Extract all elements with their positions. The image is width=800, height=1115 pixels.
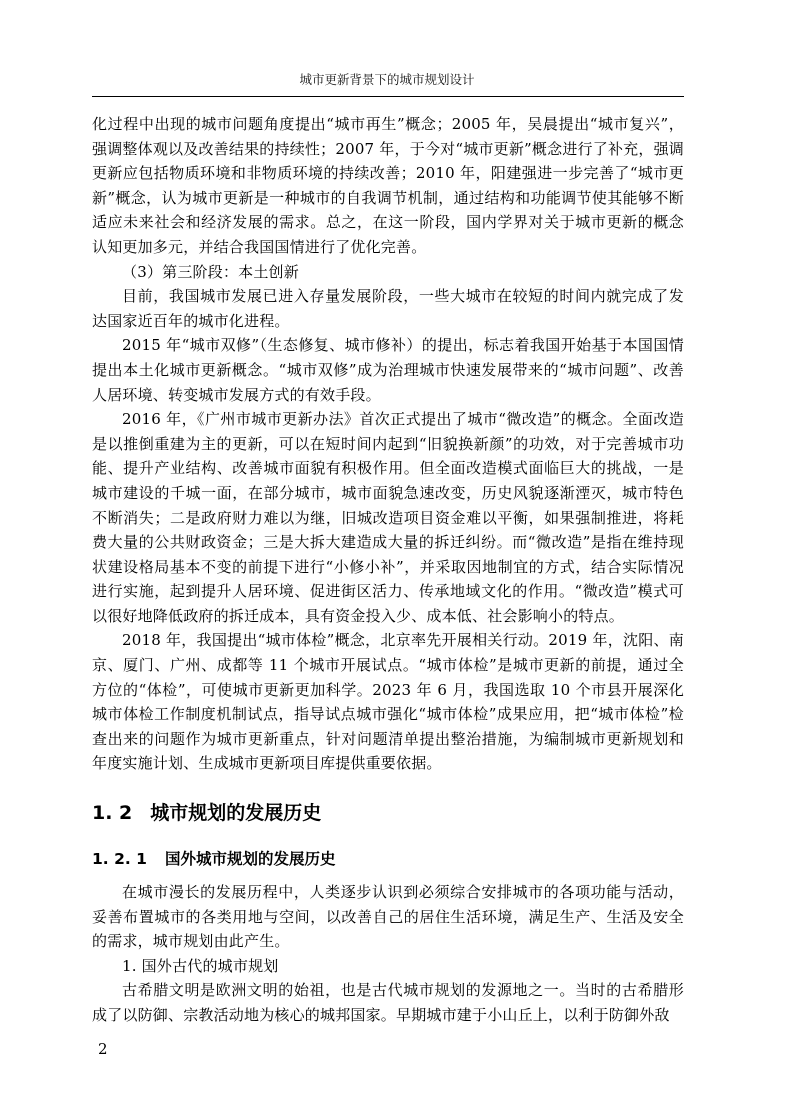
paragraph: 化过程中出现的城市问题角度提出“城市再生”概念；2005 年，吴晨提出“城市复兴”，强调整体观以及改善结果的持续性；2007 年，于今对“城市更新”概念进行了补充，强调更新应包括物质环境和非物质环境的持续改善；2010 年，阳建强进一步完善了“城市更新”概念，认为城市更新是一种城市的自我调节机制，通过结构和功能调节使其能够不断适应未来社会和经济发展的需求。总之，在这一阶段，国内学界对关于城市更新的概念认知更加多元，并结合我国国情进行了优化完善。 [92,115,684,256]
paragraph: 目前，我国城市发展已进入存量发展阶段，一些大城市在较短的时间内就完成了发达国家近百年的城市化进程。 [92,287,684,330]
header-rule [92,96,684,97]
paragraph: 2018 年，我国提出“城市体检”概念，北京率先开展相关行动。2019 年，沈阳、南京、厦门、广州、成都等 11 个城市开展试点。“城市体检”是城市更新的前提，通过全方位的“体检”，可使城市更新更加科学。2023 年 6 月，我国选取 10 个市县开展深化城市体检工作制度机制试点，指导试点城市强化“城市体检”成果应用，把“城市体检”检查出来的问题作为城市更新重点，针对问题清单提出整治措施，为编制城市更新规划和年度实施计划、生成城市更新项目库提供重要依据。 [92,631,684,773]
page-body [92,112,684,1028]
subsection-heading [92,844,684,874]
section-number: 1. 2 [92,802,133,825]
section-title: 城市规划的发展历史 [150,802,322,825]
subsection-title: 国外城市规划的发展历史 [164,850,336,869]
paragraph: 古希腊文明是欧洲文明的始祖，也是古代城市规划的发源地之一。当时的古希腊形成了以防御、宗教活动地为核心的城邦国家。早期城市建于小山丘上，以利于防御外敌 [92,981,684,1024]
list-heading: 1. 国外古代的城市规划 [122,956,279,975]
running-header: 城市更新背景下的城市规划设计 [299,72,475,87]
paragraph: 2016 年，《广州市城市更新办法》首次正式提出了城市“微改造”的概念。全面改造是以推倒重建为主的更新，可以在短时间内起到“旧貌换新颜”的功效，对于完善城市功能、提升产业结构、改善城市面貌有积极作用。但全面改造模式面临巨大的挑战，一是城市建设的千城一面，在部分城市，城市面貌急速改变，历史风貌逐渐湮灭，城市特色不断消失；二是政府财力难以为继，旧城改造项目资金难以平衡，如果强制推进，将耗费大量的公共财政资金；三是大拆大建造成大量的拆迁纠纷。而“微改造”是指在维持现状建设格局基本不变的前提下进行“小修小补”，并采取因地制宜的方式，结合实际情况进行实施，起到提升人居环境、促进街区活力、传承地域文化的作用。“微改造”模式可以很好地降低政府的拆迁成本，具有资金投入少、成本低、社会影响小的特点。 [92,410,684,625]
subsection-number: 1. 2. 1 [92,850,147,869]
page-number: 2 [98,1040,108,1058]
list-heading: （3）第三阶段：本土创新 [122,262,299,281]
paragraph: 2015 年“城市双修”（生态修复、城市修补）的提出，标志着我国开始基于本国国情提出本土化城市更新概念。“城市双修”成为治理城市快速发展带来的“城市问题”、改善人居环境、转变城市发展方式的有效手段。 [92,336,684,404]
section-heading [92,794,684,832]
paragraph: 在城市漫长的发展历程中，人类逐步认识到必须综合安排城市的各项功能与活动，妥善布置城市的各类用地与空间，以改善自己的居住生活环境，满足生产、生活及安全的需求，城市规划由此产生。 [92,883,684,951]
